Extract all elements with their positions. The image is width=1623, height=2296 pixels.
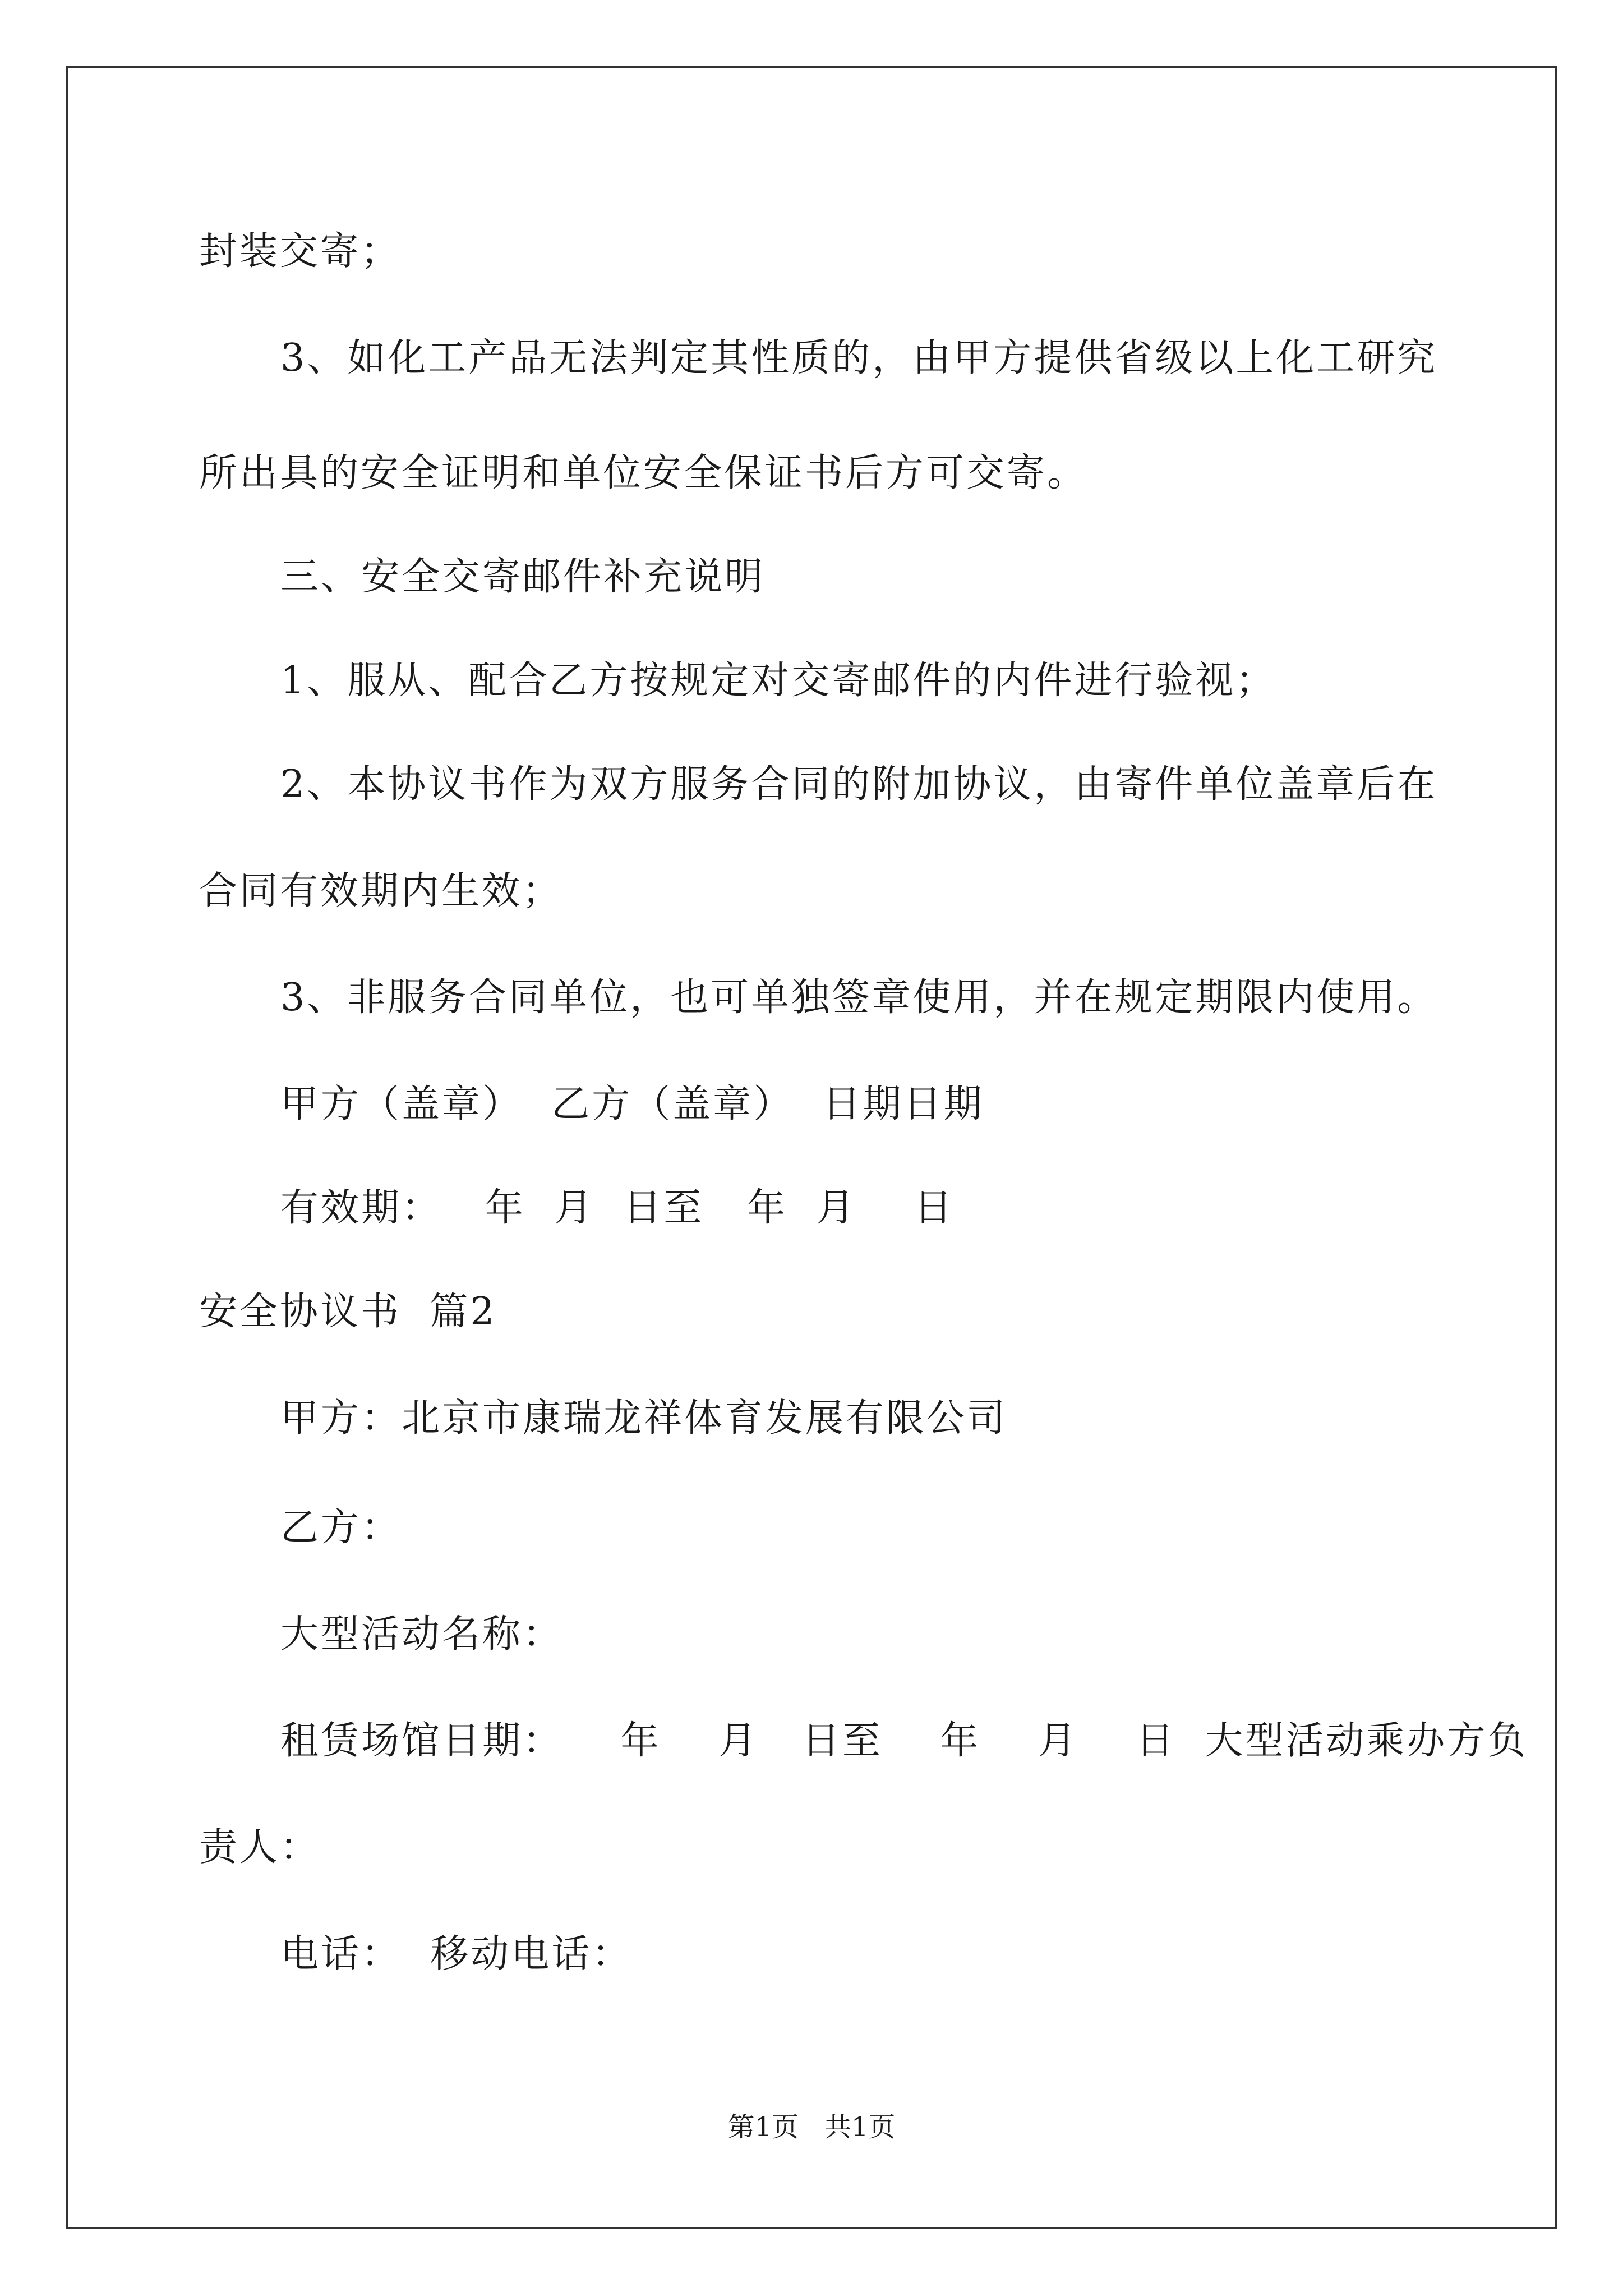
party-b-line: 乙方：	[280, 1506, 402, 1550]
text-line: 合同有效期内生效；	[199, 869, 563, 913]
text-line: 所出具的安全证明和单位安全保证书后方可交寄。	[199, 451, 1088, 495]
section-heading: 三、安全交寄邮件补充说明	[280, 555, 766, 599]
text-line: 封装交寄；	[199, 229, 402, 274]
text-line: 责人：	[199, 1825, 321, 1870]
text-line: 3、如化工产品无法判定其性质的，由甲方提供省级以上化工研究	[280, 336, 1438, 380]
rental-date-line: 租赁场馆日期： 年 月 日至 年 月 日 大型活动乘办方负	[280, 1719, 1528, 1763]
page-footer: 第1页 共1页	[727, 2111, 896, 2143]
text-line: 1、服从、配合乙方按规定对交寄邮件的内件进行验视；	[280, 659, 1276, 703]
section-title: 安全协议书 篇2	[199, 1290, 497, 1334]
signature-line: 甲方（盖章） 乙方（盖章） 日期日期	[280, 1082, 984, 1126]
page-border	[66, 66, 1557, 2229]
phone-line: 电话： 移动电话：	[280, 1932, 633, 1976]
event-name-line: 大型活动名称：	[280, 1612, 564, 1657]
party-a-line: 甲方：北京市康瑞龙祥体育发展有限公司	[280, 1396, 1008, 1441]
text-line: 2、本协议书作为双方服务合同的附加协议，由寄件单位盖章后在	[280, 762, 1438, 807]
validity-line: 有效期： 年 月 日至 年 月 日	[280, 1186, 955, 1230]
text-line: 3、非服务合同单位，也可单独签章使用，并在规定期限内使用。	[280, 976, 1438, 1020]
